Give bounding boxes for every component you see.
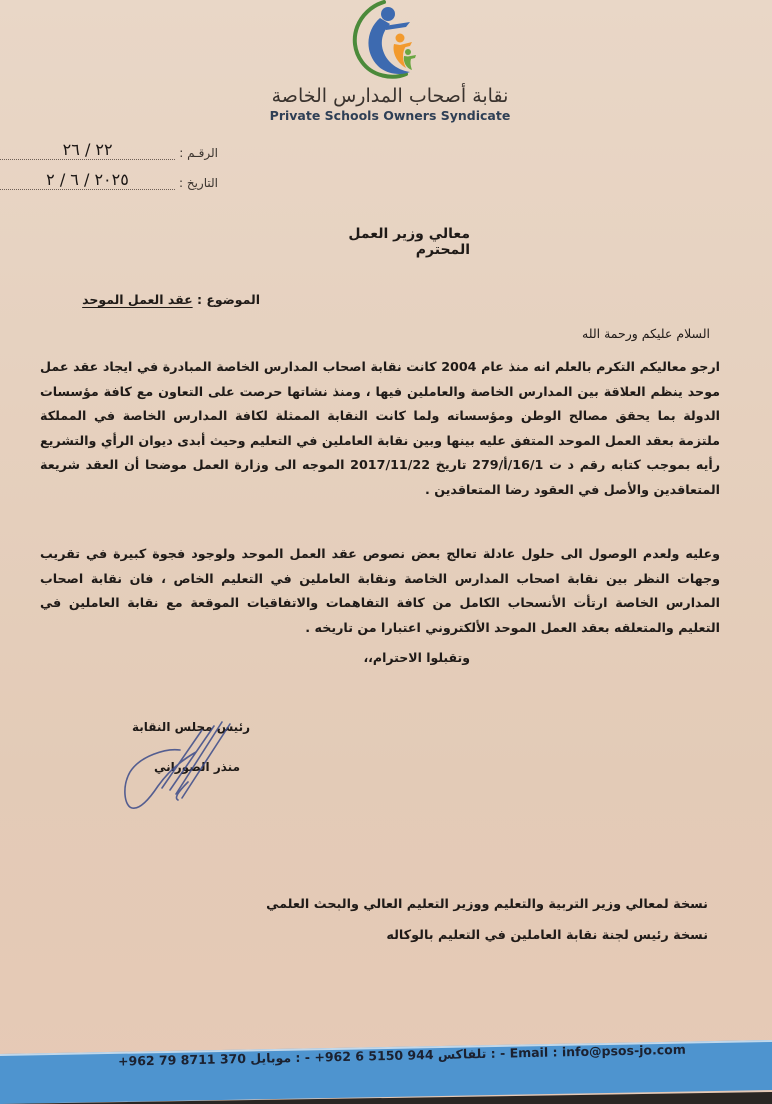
- signatory-title: رئيس مجلس النقابة: [131, 720, 250, 734]
- subject-line: [40, 292, 260, 307]
- footer-mobile: +962 79 8711 370: [117, 1050, 247, 1069]
- org-name-arabic: نقابة أصحاب المدارس الخاصة: [271, 85, 509, 107]
- footer-separator-2: -: [499, 1045, 506, 1061]
- reference-date-value: ٢٠٢٥ / ٦ / ٢: [0, 171, 175, 190]
- copy-recipient-2: نسخة رئيس لجنة نقابة العاملين في التعليم بالوكاله: [386, 928, 708, 943]
- handwritten-signature: [118, 702, 268, 812]
- footer-email-label: Email :: [509, 1044, 558, 1061]
- footer-email[interactable]: info@psos-jo.com: [561, 1041, 686, 1060]
- greeting: السلام عليكم ورحمة الله: [582, 326, 710, 341]
- reference-number-label: الرقـم :: [179, 146, 218, 160]
- footer-fax: +962 6 5150 944: [314, 1047, 434, 1065]
- subject-value: عقد العمل الموحد: [82, 292, 193, 307]
- body-paragraph-2: وعليه ولعدم الوصول الى حلول عادلة تعالج بعض نصوص عقد العمل الموحد ولوجود فجوة كبيرة في تقريب وجهات النظر بين نقابة اصحاب المدارس الخاصة ونقابة العاملين في التعليم الخاص ، فان نقابة اصحاب المدارس الخاصة ارتأت الأنسحاب الكامل من كافة التفاهمات والاتفاقيات الموقعة مع نقابة العاملين في التعليم والمتعلقه بعقد العمل الموحد الألكتروني اعتبارا من تاريخه .: [40, 546, 720, 635]
- footer-fax-label: : تلفاكس: [437, 1045, 496, 1062]
- org-name-english: Private Schools Owners Syndicate: [269, 108, 511, 123]
- signatory-name: منذر الصوراني: [154, 760, 240, 774]
- body-paragraph-1: ارجو معاليكم التكرم بالعلم انه منذ عام 2004 كانت نقابة اصحاب المدارس الخاصة المبادرة في ايجاد عقد عمل موحد ينظم العلاقة بين المدارس الخاصة والعاملين فيها ، ومنذ نشاتها حرصت على التعاون مع كافة مؤسسات الدولة بما يحقق مصالح الوطن ومؤسساته ولما كانت النقابة الممثلة لكافة المدارس الخاصة في المملكة ملتزمة بعقد العمل الموحد المتفق عليه بينها وبين نقابة العاملين في التعليم وحيث أبدى ديوان الرأي والتشريع رأيه بموجب كتابه رقم د ت 16/1/أ/279 تاريخ 2017/11/22 الموجه الى وزارة العمل موضحا أن العقد شريعة المتعاقدين والأصل في العقود رضا المتعاقدين .: [40, 359, 720, 497]
- subject-label: الموضوع :: [196, 292, 260, 307]
- syndicate-logo-icon: [340, 0, 420, 82]
- copy-recipient-1: نسخة لمعالي وزير التربية والتعليم ووزير التعليم العالي والبحث العلمي: [266, 897, 708, 912]
- footer-separator-1: -: [304, 1049, 311, 1065]
- reference-date-label: التاريخ :: [178, 176, 218, 190]
- closing-line: وتقبلوا الاحترام،،: [363, 650, 470, 665]
- footer-mobile-label: : موبايل: [250, 1049, 301, 1066]
- reference-date-row: [0, 168, 218, 190]
- addressee: معالي وزير العمل المحترم: [348, 226, 470, 258]
- reference-number-row: [0, 138, 218, 160]
- reference-number-value: ٢٢ / ٢٦: [0, 141, 175, 160]
